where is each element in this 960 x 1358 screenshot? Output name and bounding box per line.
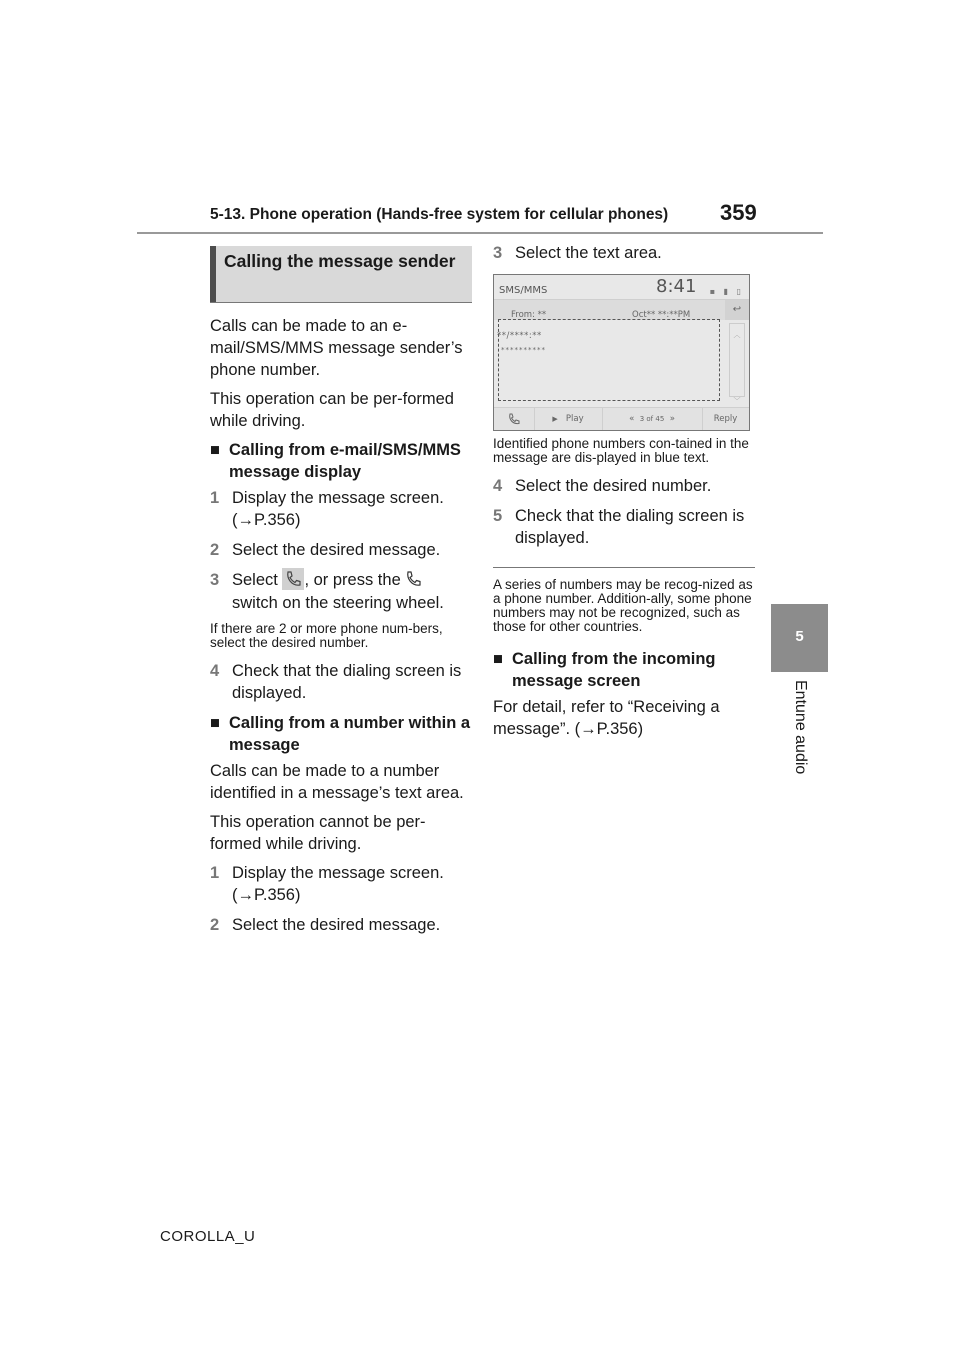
step-text: Display the message screen. (→P.356) [232,863,444,904]
screen-button-bar [494,407,749,430]
step-text: Check that the dialing screen is displayed. [515,507,745,547]
page-number: 359 [720,200,757,225]
message-pager [602,408,703,430]
play-button [534,408,603,430]
play-label: Play [565,414,584,424]
step-item [493,505,755,549]
call-icon [494,408,535,430]
header-divider [137,232,823,234]
step-number: 2 [210,541,220,559]
scroll-bar [729,323,745,405]
screen-title: SMS/MMS [499,285,548,296]
previous-icon: « [629,414,635,424]
step-text: Select the desired message. [232,915,441,934]
step-text: Check that the dialing screen is displayed. [232,661,462,702]
subheading [210,439,472,483]
play-icon: ▶ [552,415,558,423]
scroll-up-icon: ︿ [733,331,741,339]
step-text: Display the message screen. (→P.356) [232,489,444,529]
chapter-label-text: Entune audio [792,680,809,775]
step-number: 3 [493,244,503,262]
footer-model: COROLLA_U [160,1228,256,1245]
bullet-square-icon: ■ [210,713,220,732]
next-icon: » [669,414,675,424]
step-item [210,862,472,906]
body-paragraph: Calls can be made to a number identified in a message’s text area. [210,761,464,802]
step-number: 5 [493,507,503,525]
subheading [493,648,755,692]
step-item [493,475,755,497]
chapter-tab [771,604,828,672]
phone-icon [282,568,304,590]
message-counter: 3 of 45 [639,415,665,423]
step-item [493,242,755,264]
message-text-line: **/****:** [497,331,542,341]
section-heading: Calling the message sender [210,246,472,302]
step-number: 3 [210,571,220,589]
section-heading-underline [210,302,472,303]
running-header: 5-13. Phone operation (Hands-free system for cellular phones) [210,206,669,223]
message-text-line: ********** [501,346,546,354]
bullet-square-icon: ■ [493,650,503,668]
step-item [210,569,472,614]
chapter-label [785,680,815,800]
message-header-row [494,300,749,320]
right-column [493,242,755,747]
step-item [210,660,472,704]
body-paragraph: For detail, refer to “Receiving a message”. (→P.356) [493,698,720,738]
step-text: , or press the [304,571,401,589]
message-from: From: ** [511,310,547,320]
step-number: 1 [210,489,220,507]
left-column [210,246,472,944]
step-item [210,539,472,561]
step-text: switch on the steering wheel. [232,593,444,612]
step-item [210,914,472,936]
screen-status-bar [494,275,749,300]
message-date: Oct** **:**PM [632,310,691,320]
reply-label: Reply [713,414,738,424]
intro-paragraph: This operation can be per-formed while driving. [210,390,454,430]
scroll-down-icon: ﹀ [733,397,741,405]
step-number: 4 [210,661,220,680]
step-number: 1 [210,863,220,882]
back-icon: ↩ [725,300,749,320]
step-text: Select the desired number. [515,477,712,495]
body-paragraph: This operation cannot be per-formed while driving. [210,812,426,853]
note-text: A series of numbers may be recog-nized as a phone number. Addition-ally, some phone numbers may not be recognized, such as those for other countries. [493,577,753,634]
step-text: Select [232,571,278,589]
divider [493,567,755,568]
message-screen-image [493,274,750,431]
reply-button [702,408,749,430]
subheading-text: Calling from e-mail/SMS/MMS message display [229,441,461,481]
step-text: Select the text area. [515,244,662,262]
note-text: If there are 2 or more phone num-bers, select the desired number. [210,620,443,650]
intro-paragraph: Calls can be made to an e-mail/SMS/MMS message sender’s phone number. [210,317,463,379]
phone-switch-icon [405,569,423,589]
screen-clock: 8:41 [656,276,697,297]
bullet-square-icon: ■ [210,441,220,459]
step-number: 4 [493,477,503,495]
step-item [210,487,472,531]
chapter-number: 5 [795,628,804,645]
subheading-text: Calling from the incoming message screen [512,650,716,690]
step-number: 2 [210,915,220,934]
subheading-text: Calling from a number within a message [229,713,471,754]
image-caption: Identified phone numbers con-tained in the message are dis-played in blue text. [493,436,749,465]
step-text: Select the desired message. [232,541,441,559]
subheading [210,712,472,756]
signal-battery-icon: ▪ ▮ ▯ [709,287,744,296]
